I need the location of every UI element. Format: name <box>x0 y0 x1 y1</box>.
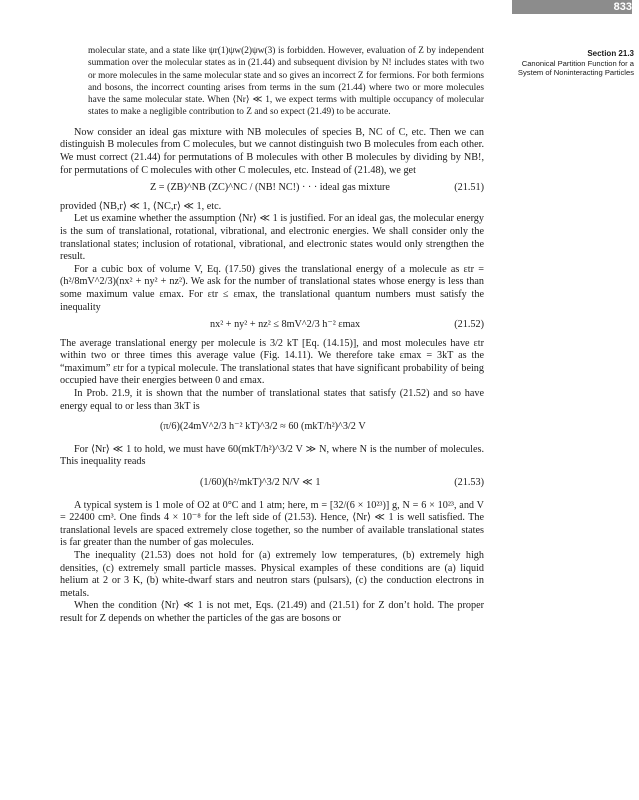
paragraph-cubic-box: For a cubic box of volume V, Eq. (17.50) gives the translational energy of a molecule as εtr = (h²/8mV^2/3)(nx² + ny² + nz²). We ask for the number of translational states whose energy is less than some maximum value εmax. For εtr ≤ εmax, the translational quantum numbers must satisfy the inequality <box>60 263 484 313</box>
equation-21-52-number: (21.52) <box>454 319 484 331</box>
equation-21-51-number: (21.51) <box>454 182 484 194</box>
equation-state-count <box>60 421 484 434</box>
section-title-line1: Canonical Partition Function for a <box>521 58 634 68</box>
paragraph-mixture: Now consider an ideal gas mixture with NB molecules of species B, NC of C, etc. Then we can distinguish B molecules from C molecules, but we cannot distinguish two B molecules from each other. We must correct (21.44) for permutations of B molecules with other B molecules by dividing by NB!, for permutations of C molecules with other C molecules, etc. Instead of (21.48), we get <box>60 126 484 176</box>
equation-21-52-body: nx² + ny² + nz² ≤ 8mV^2/3 h⁻² εmax <box>210 319 361 331</box>
paragraph-not-met: When the condition ⟨Nr⟩ ≪ 1 is not met, Eqs. (21.49) and (21.51) for Z don’t hold. The proper result for Z depends on whether the particles of the gas are bosons or <box>60 600 484 624</box>
paragraph-fermions: molecular state, and a state like ψr(1)ψw(2)ψw(3) is forbidden. However, evaluation of Z by independent summation over the molecular states as in (21.44) and subsequent division by N! includes states with two or more molecules in the same molecular state and so gives an incorrect Z for fermions. For both fermions and bosons, the incorrect counting arises from terms in the sum (21.44) where two or more molecules have the same molecular state. When ⟨Nr⟩ ≪ 1, we expect terms with multiple occupancy of molecular states to make a negligible contribution to Z and so expect (21.49) to be accurate. <box>88 46 484 118</box>
paragraph-inequality: The inequality (21.53) does not hold for (a) extremely low temperatures, (b) extremely high densities, (c) extremely small particle masses. Physical examples of these conditions are (a) liquid helium at 2 or 3 K, (b) white-dwarf stars and neutron stars (pulsars), (c) the conduction electrons in metals. <box>60 550 484 599</box>
paragraph-provided: provided ⟨NB,r⟩ ≪ 1, ⟨NC,r⟩ ≪ 1, etc. <box>60 200 222 212</box>
paragraph-typical-system: A typical system is 1 mole of O2 at 0°C and 1 atm; here, m = [32/(6 × 10²³)] g, N = 6 × 10²³, and V = 22400 cm³. One finds 4 × 10⁻⁸ for the left side of (21.53). Hence, ⟨Nr⟩ ≪ 1 is well satisfied. The translational levels are spaced extremely close together, so the number of available translational states is far greater than the number of gas molecules. <box>60 499 484 549</box>
equation-21-51-body: Z = (ZB)^NB (ZC)^NC / (NB! NC!) · · · ideal gas mixture <box>150 182 390 194</box>
equation-21-51 <box>60 182 484 195</box>
body-text <box>60 45 484 626</box>
section-sidebar <box>498 49 634 78</box>
equation-state-count-body: (π/6)(24mV^2/3 h⁻² kT)^3/2 ≈ 60 (mkT/h²)^3/2 V <box>160 421 366 433</box>
equation-21-52 <box>60 319 484 332</box>
page-number: 833 <box>613 1 632 13</box>
paragraph-prob: In Prob. 21.9, it is shown that the number of translational states that satisfy (21.52) and so have energy equal to or less than 3kT is <box>60 388 484 412</box>
section-label: Section 21.3 <box>587 49 634 58</box>
equation-21-53 <box>60 477 484 490</box>
paragraph-average-energy: The average translational energy per molecule is 3/2 kT [Eq. (14.15)], and most molecules have εtr within two or three times this average value (Fig. 14.11). We therefore take εmax = 3kT as the “maximum” εtr for a typical molecule. The translational states that have significant probability of being occupied have their energies between 0 and εmax. <box>60 337 484 387</box>
section-title-line2: System of Noninteracting Particles <box>517 68 634 77</box>
paragraph-condition: For ⟨Nr⟩ ≪ 1 to hold, we must have 60(mkT/h²)^3/2 V ≫ N, where N is the number of molecules. This inequality reads <box>60 443 484 468</box>
equation-21-53-number: (21.53) <box>454 477 484 489</box>
equation-21-53-body: (1/60)(h²/mkT)^3/2 N/V ≪ 1 <box>200 477 321 489</box>
paragraph-assumption: Let us examine whether the assumption ⟨Nr⟩ ≪ 1 is justified. For an ideal gas, the molecular energy is the sum of translational, rotational, vibrational, and electronic energies. We shall consider only the translational states; inclusion of rotational, vibrational, and electronic states would only strengthen the result. <box>60 213 484 263</box>
